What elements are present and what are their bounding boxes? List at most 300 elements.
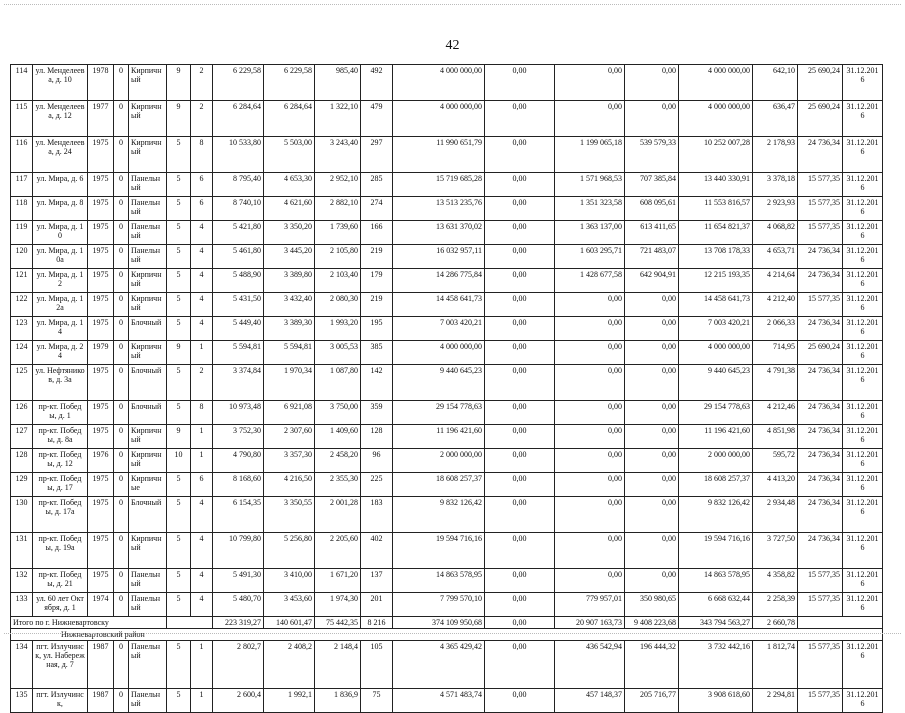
cell-lim: 24 736,34 [798, 449, 843, 473]
cell-x: 0 [114, 569, 129, 593]
cell-mat: Панельный [129, 569, 167, 593]
cell-total: 16 032 957,11 [393, 245, 485, 269]
cell-cost: 2 923,93 [753, 197, 798, 221]
cell-res: 128 [361, 425, 393, 449]
cell-lim: 24 736,34 [798, 245, 843, 269]
cell-year: 1974 [88, 593, 114, 617]
cell-n: 133 [11, 593, 33, 617]
cell-mat: Панельный [129, 197, 167, 221]
cell-cost: 4 068,82 [753, 221, 798, 245]
cell-a2: 5 256,80 [264, 533, 315, 569]
cell-fund: 0,00 [485, 365, 555, 401]
cell-date: 31.12.2016 [843, 245, 883, 269]
cell-a2: 3 445,20 [264, 245, 315, 269]
cell-a2: 5 503,00 [264, 137, 315, 173]
cell-x: 0 [114, 65, 129, 101]
cell-fund: 0,00 [485, 197, 555, 221]
cell-a3: 1 739,60 [315, 221, 361, 245]
cell-lim: 24 736,34 [798, 401, 843, 425]
cell-addr: ул. Менделеева, д. 10 [33, 65, 88, 101]
cell-year: 1978 [88, 65, 114, 101]
cell-a2: 3 389,30 [264, 317, 315, 341]
cell-fl: 5 [167, 533, 191, 569]
cell-total: 14 286 775,84 [393, 269, 485, 293]
cell-ent: 4 [191, 245, 213, 269]
cell-total: 15 719 685,28 [393, 173, 485, 197]
cell-loc: 0,00 [625, 65, 679, 101]
cell-a3: 2 882,10 [315, 197, 361, 221]
cell-total: 11 196 421,60 [393, 425, 485, 449]
cell-a3: 2 001,28 [315, 497, 361, 533]
cell-ent: 2 [191, 365, 213, 401]
cell-a1: 5 594,81 [213, 341, 264, 365]
cell-date: 31.12.2016 [843, 293, 883, 317]
cell-mat: Панельный [129, 173, 167, 197]
cell-fund: 0,00 [485, 65, 555, 101]
cell-res: 195 [361, 317, 393, 341]
cell-loc: 0,00 [625, 425, 679, 449]
table-row [11, 101, 883, 137]
cell-date: 31.12.2016 [843, 173, 883, 197]
cell-year: 1977 [88, 101, 114, 137]
cell-own: 4 000 000,00 [679, 65, 753, 101]
cell-x: 0 [114, 533, 129, 569]
cell-lim: 24 736,34 [798, 269, 843, 293]
cell-res: 166 [361, 221, 393, 245]
cell-date: 31.12.2016 [843, 497, 883, 533]
cell-fund: 0,00 [485, 341, 555, 365]
table-row [11, 137, 883, 173]
cell-reg: 1 199 065,18 [555, 137, 625, 173]
cell-mat: Панельный [129, 593, 167, 617]
cell-date: 31.12.2016 [843, 593, 883, 617]
cell-a3: 2 355,30 [315, 473, 361, 497]
cell-reg: 0,00 [555, 425, 625, 449]
cell-fl: 5 [167, 245, 191, 269]
table-row [11, 593, 883, 617]
cell-reg: 1 603 295,71 [555, 245, 625, 269]
cell-addr: ул. Мира, д. 12а [33, 293, 88, 317]
cell-total: 7 799 570,10 [393, 593, 485, 617]
cell-loc: 613 411,65 [625, 221, 679, 245]
cell-addr: ул. Мира, д. 6 [33, 173, 88, 197]
cell-ent: 2 [191, 101, 213, 137]
cell-res: 183 [361, 497, 393, 533]
cell-addr: пр-кт. Победы, д. 17 [33, 473, 88, 497]
cell-cost: 4 212,40 [753, 293, 798, 317]
cell-year: 1975 [88, 473, 114, 497]
cell-a1: 6 154,35 [213, 497, 264, 533]
cell-addr: ул. Менделеева, д. 24 [33, 137, 88, 173]
cell-reg: 0,00 [555, 449, 625, 473]
cell-total: 4 365 429,42 [393, 641, 485, 689]
cell-reg: 0,00 [555, 317, 625, 341]
cell-x: 0 [114, 341, 129, 365]
total-res: 8 216 [361, 617, 393, 629]
cell-x: 0 [114, 173, 129, 197]
cell-res: 285 [361, 173, 393, 197]
cell-cost: 642,10 [753, 65, 798, 101]
cell-a3: 2 205,60 [315, 533, 361, 569]
cell-lim: 15 577,35 [798, 173, 843, 197]
cell-date: 31.12.2016 [843, 317, 883, 341]
cell-year: 1987 [88, 641, 114, 689]
total-row [11, 617, 883, 629]
cell-mat: Блочный [129, 401, 167, 425]
cell-mat: Кирпичный [129, 293, 167, 317]
cell-res: 137 [361, 569, 393, 593]
cell-fund: 0,00 [485, 269, 555, 293]
cell-cost: 4 791,38 [753, 365, 798, 401]
cell-mat: Блочный [129, 365, 167, 401]
cell-mat: Кирпичный [129, 449, 167, 473]
cell-x: 0 [114, 425, 129, 449]
cell-reg: 0,00 [555, 365, 625, 401]
cell-reg: 0,00 [555, 473, 625, 497]
cell-mat: Кирпичный [129, 533, 167, 569]
cell-cost: 2 294,81 [753, 689, 798, 713]
cell-x: 0 [114, 497, 129, 533]
cell-n: 115 [11, 101, 33, 137]
cell-a1: 5 491,30 [213, 569, 264, 593]
cell-mat: Панельный [129, 245, 167, 269]
cell-loc: 196 444,32 [625, 641, 679, 689]
cell-x: 0 [114, 689, 129, 713]
cell-loc: 0,00 [625, 365, 679, 401]
cell-res: 219 [361, 293, 393, 317]
cell-x: 0 [114, 293, 129, 317]
cell-reg: 1 571 968,53 [555, 173, 625, 197]
cell-reg: 436 542,94 [555, 641, 625, 689]
cell-ent: 8 [191, 401, 213, 425]
cell-a3: 2 105,80 [315, 245, 361, 269]
cell-x: 0 [114, 449, 129, 473]
cell-res: 219 [361, 245, 393, 269]
cell-mat: Панельный [129, 641, 167, 689]
cell-fund: 0,00 [485, 593, 555, 617]
cell-year: 1976 [88, 449, 114, 473]
cell-x: 0 [114, 137, 129, 173]
cell-lim: 15 577,35 [798, 689, 843, 713]
cell-fund: 0,00 [485, 245, 555, 269]
cell-year: 1975 [88, 317, 114, 341]
cell-loc: 0,00 [625, 401, 679, 425]
cell-fund: 0,00 [485, 293, 555, 317]
table-row [11, 293, 883, 317]
cell-cost: 4 851,98 [753, 425, 798, 449]
cell-loc: 721 483,07 [625, 245, 679, 269]
cell-reg: 1 363 137,00 [555, 221, 625, 245]
cell-year: 1975 [88, 569, 114, 593]
cell-mat: Кирпичный [129, 101, 167, 137]
cell-fl: 5 [167, 497, 191, 533]
cell-loc: 539 579,33 [625, 137, 679, 173]
table-row [11, 569, 883, 593]
cell-fund: 0,00 [485, 317, 555, 341]
cell-mat: Кирпичный [129, 269, 167, 293]
table-row [11, 65, 883, 101]
table-row [11, 401, 883, 425]
cell-res: 201 [361, 593, 393, 617]
cell-addr: пр-кт. Победы, д. 8а [33, 425, 88, 449]
total-a1: 223 319,27 [213, 617, 264, 629]
table-row [11, 497, 883, 533]
cell-lim: 24 736,34 [798, 533, 843, 569]
bottom-scan-line [4, 633, 901, 634]
cell-total: 18 608 257,37 [393, 473, 485, 497]
cell-fl: 5 [167, 689, 191, 713]
cell-n: 121 [11, 269, 33, 293]
cell-a1: 8 168,60 [213, 473, 264, 497]
total-a2: 140 601,47 [264, 617, 315, 629]
cell-loc: 0,00 [625, 341, 679, 365]
cell-a3: 1 671,20 [315, 569, 361, 593]
total-reg: 20 907 163,73 [555, 617, 625, 629]
cell-reg: 1 351 323,58 [555, 197, 625, 221]
cell-cost: 4 212,46 [753, 401, 798, 425]
cell-cost: 4 358,82 [753, 569, 798, 593]
cell-res: 274 [361, 197, 393, 221]
cell-ent: 6 [191, 197, 213, 221]
cell-addr: ул. Мира, д. 24 [33, 341, 88, 365]
cell-loc: 0,00 [625, 317, 679, 341]
cell-a3: 2 080,30 [315, 293, 361, 317]
cell-a2: 5 594,81 [264, 341, 315, 365]
cell-a2: 6 921,08 [264, 401, 315, 425]
cell-lim: 25 690,24 [798, 341, 843, 365]
cell-year: 1975 [88, 401, 114, 425]
cell-n: 127 [11, 425, 33, 449]
cell-loc: 0,00 [625, 497, 679, 533]
total-loc: 9 408 223,68 [625, 617, 679, 629]
cell-res: 179 [361, 269, 393, 293]
cell-a2: 3 350,20 [264, 221, 315, 245]
cell-a2: 2 307,60 [264, 425, 315, 449]
table-row [11, 341, 883, 365]
cell-mat: Кирпичные [129, 473, 167, 497]
cell-fund: 0,00 [485, 101, 555, 137]
housing-repair-table [10, 64, 883, 713]
cell-total: 11 990 651,79 [393, 137, 485, 173]
cell-addr: ул. Мира, д. 14 [33, 317, 88, 341]
cell-a2: 3 389,80 [264, 269, 315, 293]
cell-a2: 3 453,60 [264, 593, 315, 617]
cell-own: 11 196 421,60 [679, 425, 753, 449]
cell-cost: 2 066,33 [753, 317, 798, 341]
cell-addr: пгт. Излучинск, [33, 689, 88, 713]
cell-own: 4 000 000,00 [679, 101, 753, 137]
cell-year: 1975 [88, 365, 114, 401]
cell-total: 2 000 000,00 [393, 449, 485, 473]
cell-fund: 0,00 [485, 689, 555, 713]
cell-a3: 1 409,60 [315, 425, 361, 449]
table-row [11, 317, 883, 341]
cell-loc: 0,00 [625, 569, 679, 593]
cell-ent: 1 [191, 641, 213, 689]
cell-date: 31.12.2016 [843, 425, 883, 449]
cell-a3: 2 103,40 [315, 269, 361, 293]
cell-own: 9 440 645,23 [679, 365, 753, 401]
cell-loc: 0,00 [625, 293, 679, 317]
cell-x: 0 [114, 401, 129, 425]
cell-n: 128 [11, 449, 33, 473]
cell-lim: 15 577,35 [798, 293, 843, 317]
cell-fl: 9 [167, 425, 191, 449]
cell-loc: 350 980,65 [625, 593, 679, 617]
cell-ent: 1 [191, 341, 213, 365]
total-sum: 374 109 950,68 [393, 617, 485, 629]
cell-lim: 15 577,35 [798, 641, 843, 689]
cell-lim: 15 577,35 [798, 569, 843, 593]
empty-cell [167, 617, 213, 629]
cell-date: 31.12.2016 [843, 269, 883, 293]
cell-addr: пр-кт. Победы, д. 17а [33, 497, 88, 533]
cell-year: 1975 [88, 497, 114, 533]
cell-year: 1975 [88, 533, 114, 569]
cell-fl: 5 [167, 401, 191, 425]
cell-year: 1975 [88, 269, 114, 293]
cell-mat: Кирпичный [129, 137, 167, 173]
cell-year: 1979 [88, 341, 114, 365]
cell-n: 122 [11, 293, 33, 317]
cell-own: 7 003 420,21 [679, 317, 753, 341]
cell-res: 96 [361, 449, 393, 473]
cell-cost: 3 727,50 [753, 533, 798, 569]
cell-res: 402 [361, 533, 393, 569]
cell-cost: 3 378,18 [753, 173, 798, 197]
cell-ent: 4 [191, 221, 213, 245]
cell-n: 134 [11, 641, 33, 689]
table-row [11, 689, 883, 713]
cell-ent: 4 [191, 497, 213, 533]
cell-year: 1987 [88, 689, 114, 713]
cell-own: 3 732 442,16 [679, 641, 753, 689]
cell-x: 0 [114, 317, 129, 341]
cell-year: 1975 [88, 173, 114, 197]
cell-addr: ул. Менделеева, д. 12 [33, 101, 88, 137]
cell-a1: 10 533,80 [213, 137, 264, 173]
cell-x: 0 [114, 197, 129, 221]
page-number: 42 [445, 38, 460, 53]
cell-res: 359 [361, 401, 393, 425]
cell-total: 7 003 420,21 [393, 317, 485, 341]
cell-a1: 6 284,64 [213, 101, 264, 137]
cell-date: 31.12.2016 [843, 569, 883, 593]
cell-lim: 24 736,34 [798, 473, 843, 497]
cell-reg: 0,00 [555, 293, 625, 317]
cell-mat: Блочный [129, 497, 167, 533]
cell-a1: 5 431,50 [213, 293, 264, 317]
cell-reg: 0,00 [555, 341, 625, 365]
cell-a3: 1 974,30 [315, 593, 361, 617]
cell-addr: ул. Мира, д. 12 [33, 269, 88, 293]
cell-fl: 5 [167, 317, 191, 341]
cell-lim: 24 736,34 [798, 137, 843, 173]
cell-a1: 5 488,90 [213, 269, 264, 293]
cell-loc: 0,00 [625, 473, 679, 497]
cell-lim: 24 736,34 [798, 317, 843, 341]
cell-own: 3 908 618,60 [679, 689, 753, 713]
cell-own: 4 000 000,00 [679, 341, 753, 365]
cell-res: 75 [361, 689, 393, 713]
cell-addr: ул. Нефтяников, д. 3а [33, 365, 88, 401]
cell-ent: 4 [191, 569, 213, 593]
cell-cost: 1 812,74 [753, 641, 798, 689]
cell-ent: 6 [191, 473, 213, 497]
cell-fund: 0,00 [485, 497, 555, 533]
cell-n: 126 [11, 401, 33, 425]
table-row [11, 269, 883, 293]
cell-n: 130 [11, 497, 33, 533]
cell-n: 118 [11, 197, 33, 221]
cell-a1: 5 480,70 [213, 593, 264, 617]
cell-ent: 4 [191, 269, 213, 293]
cell-cost: 2 934,48 [753, 497, 798, 533]
cell-own: 2 000 000,00 [679, 449, 753, 473]
cell-own: 11 654 821,37 [679, 221, 753, 245]
cell-a2: 6 229,58 [264, 65, 315, 101]
cell-fl: 5 [167, 269, 191, 293]
cell-addr: пгт. Излучинск, ул. Набережная, д. 7 [33, 641, 88, 689]
cell-total: 9 832 126,42 [393, 497, 485, 533]
cell-reg: 779 957,01 [555, 593, 625, 617]
cell-loc: 707 385,84 [625, 173, 679, 197]
cell-cost: 2 258,39 [753, 593, 798, 617]
cell-own: 13 440 330,91 [679, 173, 753, 197]
cell-reg: 0,00 [555, 497, 625, 533]
cell-a1: 5 461,80 [213, 245, 264, 269]
table-row [11, 245, 883, 269]
cell-cost: 2 178,93 [753, 137, 798, 173]
cell-fl: 5 [167, 137, 191, 173]
cell-x: 0 [114, 245, 129, 269]
total-label: Итого по г. Нижневартовску [11, 617, 167, 629]
total-a3: 75 442,35 [315, 617, 361, 629]
cell-fl: 5 [167, 221, 191, 245]
cell-mat: Блочный [129, 317, 167, 341]
cell-n: 132 [11, 569, 33, 593]
cell-fund: 0,00 [485, 221, 555, 245]
cell-cost: 714,95 [753, 341, 798, 365]
cell-own: 29 154 778,63 [679, 401, 753, 425]
cell-cost: 636,47 [753, 101, 798, 137]
table-row [11, 365, 883, 401]
cell-mat: Кирпичный [129, 425, 167, 449]
cell-year: 1975 [88, 293, 114, 317]
cell-a2: 3 357,30 [264, 449, 315, 473]
cell-addr: ул. Мира, д. 10а [33, 245, 88, 269]
cell-lim: 15 577,35 [798, 593, 843, 617]
cell-addr: пр-кт. Победы, д. 19а [33, 533, 88, 569]
cell-x: 0 [114, 593, 129, 617]
cell-own: 18 608 257,37 [679, 473, 753, 497]
cell-cost: 4 413,20 [753, 473, 798, 497]
cell-a1: 2 600,4 [213, 689, 264, 713]
cell-lim: 25 690,24 [798, 101, 843, 137]
cell-date: 31.12.2016 [843, 341, 883, 365]
cell-reg: 1 428 677,58 [555, 269, 625, 293]
cell-date: 31.12.2016 [843, 101, 883, 137]
cell-mat: Кирпичный [129, 341, 167, 365]
cell-a2: 1 970,34 [264, 365, 315, 401]
cell-date: 31.12.2016 [843, 197, 883, 221]
cell-a3: 2 952,10 [315, 173, 361, 197]
cell-res: 385 [361, 341, 393, 365]
table-row [11, 533, 883, 569]
empty-cell [798, 617, 883, 629]
cell-reg: 457 148,37 [555, 689, 625, 713]
cell-reg: 0,00 [555, 101, 625, 137]
